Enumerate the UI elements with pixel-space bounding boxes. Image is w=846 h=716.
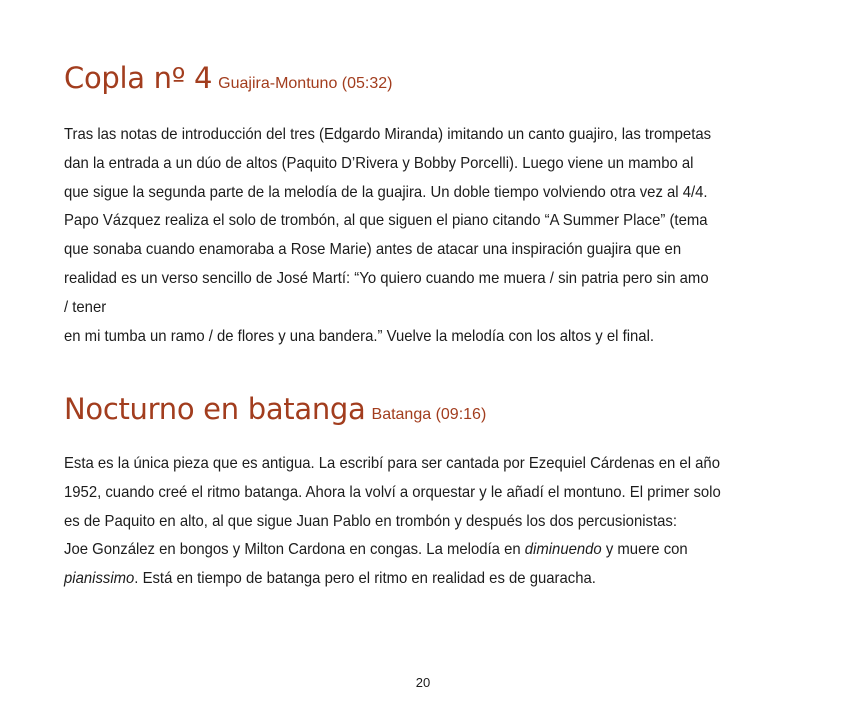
section-heading-copla [64,61,392,95]
section-title: Nocturno en batanga [64,392,366,426]
paragraph-line: 1952, cuando creé el ritmo batanga. Ahora la volví a orquestar y le añadí el montuno. El primer solo [64,483,721,501]
paragraph-line [64,536,743,565]
paragraph-line: Tras las notas de introducción del tres (Edgardo Miranda) imitando un canto guajiro, las trompetas [64,126,712,143]
paragraph-line: realidad es un verso sencillo de José Martí: “Yo quiero cuando me muera / sin patria pero sin amo [64,269,709,287]
section-paragraph-nocturno [64,450,743,594]
section-heading-nocturno [64,392,486,426]
line-text: y muere con [601,541,688,559]
paragraph-line: / tener [64,298,107,316]
italic-term: pianissimo [64,570,135,588]
page-number: 20 [415,675,431,690]
line-text: . Está en tiempo de batanga pero el ritmo en realidad es de guaracha. [134,570,596,588]
paragraph-line: que sigue la segunda parte de la melodía de la guajira. Un doble tiempo volviendo otra vez al 4/4. [64,183,708,201]
section-paragraph-copla [64,121,743,351]
section-subtitle: Guajira-Montuno (05:32) [218,75,393,92]
paragraph-line: Papo Vázquez realiza el solo de trombón, al que siguen el piano citando “A Summer Place” (tema [64,212,708,230]
section-title: Copla nº 4 [64,61,213,95]
line-text: Joe González en bongos y Milton Cardona en congas. La melodía en [64,541,525,559]
paragraph-line: en mi tumba un ramo / de flores y una bandera.” Vuelve la melodía con los altos y el final. [64,327,655,345]
italic-term: diminuendo [524,541,602,559]
paragraph-line: que sonaba cuando enamoraba a Rose Marie) antes de atacar una inspiración guajira que en [64,241,682,259]
paragraph-line: dan la entrada a un dúo de altos (Paquito D’Rivera y Bobby Porcelli). Luego viene un mambo al [64,154,694,172]
paragraph-line: Esta es la única pieza que es antigua. La escribí para ser cantada por Ezequiel Cárdenas en el año [64,455,720,472]
paragraph-line [64,565,743,594]
paragraph-line: es de Paquito en alto, al que sigue Juan Pablo en trombón y después los dos percusionistas: [64,512,677,530]
section-subtitle: Batanga (09:16) [371,406,487,423]
